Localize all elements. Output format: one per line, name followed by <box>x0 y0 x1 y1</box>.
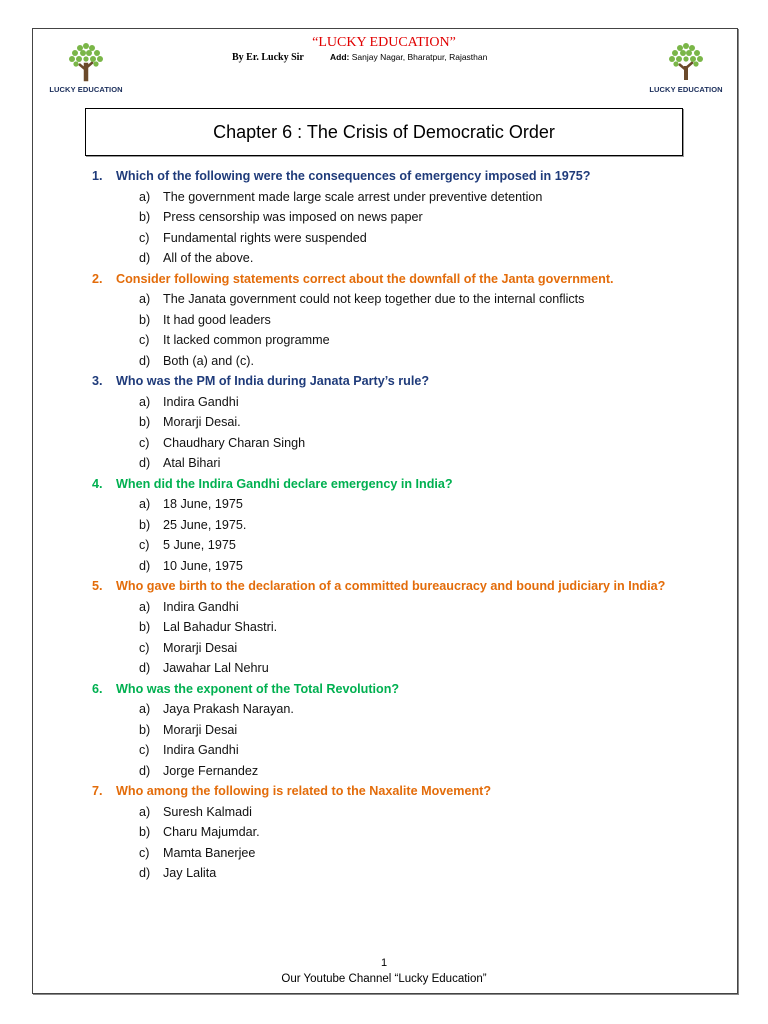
option-text: Indira Gandhi <box>163 743 239 757</box>
question-line <box>92 576 692 597</box>
question-line <box>92 371 692 392</box>
question-number: 2. <box>92 271 103 286</box>
answer-option <box>139 761 692 782</box>
question-text: Who was the exponent of the Total Revolution? <box>116 681 400 696</box>
option-text: Chaudhary Charan Singh <box>163 435 306 450</box>
question-text: Consider following statements correct about the downfall of the Janta government. <box>116 271 614 286</box>
option-letter: c) <box>139 435 150 450</box>
answer-option <box>139 515 692 536</box>
option-letter: d) <box>139 251 151 265</box>
option-text: Atal Bihari <box>163 456 221 470</box>
question-text: Who was the PM of India during Janata Party’s rule? <box>116 374 430 388</box>
option-text: 10 June, 1975 <box>163 558 243 573</box>
chapter-title: Chapter 6 : The Crisis of Democratic Order <box>213 121 555 142</box>
option-letter: b) <box>139 415 151 429</box>
answer-option <box>139 248 692 269</box>
answer-option <box>139 597 692 618</box>
question-item <box>92 371 692 474</box>
option-text: It lacked common programme <box>163 333 330 347</box>
answer-option <box>139 822 692 843</box>
option-text: Morarji Desai. <box>163 415 241 429</box>
option-text: Mamta Banerjee <box>163 845 256 860</box>
answer-option <box>139 638 692 659</box>
option-letter: b) <box>139 620 151 634</box>
address <box>330 52 487 62</box>
option-letter: c) <box>139 333 150 347</box>
option-letter: d) <box>139 558 151 573</box>
option-text: Jaya Prakash Narayan. <box>163 702 294 716</box>
answer-option <box>139 740 692 761</box>
option-letter: a) <box>139 189 151 204</box>
option-text: Indira Gandhi <box>163 394 239 409</box>
answer-option <box>139 187 692 208</box>
address-value: Sanjay Nagar, Bharatpur, Rajasthan <box>351 52 488 62</box>
answer-option <box>139 310 692 331</box>
option-letter: d) <box>139 456 151 470</box>
page-number: 1 <box>380 957 388 969</box>
answer-option <box>139 228 692 249</box>
answer-option <box>139 617 692 638</box>
option-text: Jay Lalita <box>163 866 217 880</box>
option-list <box>92 494 692 576</box>
question-text: Which of the following were the consequences of emergency imposed in 1975? <box>116 169 591 183</box>
option-text: 25 June, 1975. <box>163 517 247 532</box>
question-item <box>92 781 692 884</box>
answer-option <box>139 863 692 884</box>
option-letter: b) <box>139 312 151 327</box>
question-line <box>92 166 692 187</box>
question-number: 1. <box>92 169 103 183</box>
option-text: 18 June, 1975 <box>163 497 243 511</box>
question-item <box>92 166 692 269</box>
answer-option <box>139 535 692 556</box>
logo-left-label: LUCKY EDUCATION <box>49 85 123 94</box>
answer-option <box>139 330 692 351</box>
option-text: Morarji Desai <box>163 722 238 737</box>
logo-left <box>46 40 126 100</box>
question-text: When did the Indira Gandhi declare emergency in India? <box>116 476 453 491</box>
question-number: 7. <box>92 784 103 798</box>
answer-option <box>139 207 692 228</box>
option-text: Press censorship was imposed on news paper <box>163 210 423 224</box>
question-item <box>92 269 692 372</box>
option-letter: b) <box>139 517 151 532</box>
option-list <box>92 289 692 371</box>
answer-option <box>139 720 692 741</box>
option-text: Both (a) and (c). <box>163 353 254 368</box>
logo-right <box>646 40 726 100</box>
option-text: The government made large scale arrest under preventive detention <box>163 189 543 204</box>
question-number: 4. <box>92 476 103 491</box>
option-text: 5 June, 1975 <box>163 538 236 552</box>
question-text: Who among the following is related to the Naxalite Movement? <box>116 784 492 798</box>
option-letter: a) <box>139 804 151 819</box>
question-line <box>92 269 692 290</box>
question-item <box>92 474 692 577</box>
option-letter: d) <box>139 866 151 880</box>
option-list <box>92 802 692 884</box>
chapter-title-box <box>85 108 683 156</box>
option-letter: b) <box>139 722 151 737</box>
option-text: Lal Bahadur Shastri. <box>163 620 278 634</box>
logo-right-label: LUCKY EDUCATION <box>649 85 723 94</box>
question-number: 3. <box>92 374 103 388</box>
footer-channel: Our Youtube Channel “Lucky Education” <box>281 973 487 985</box>
question-number: 6. <box>92 681 103 696</box>
option-text: Charu Majumdar. <box>163 825 260 839</box>
option-letter: d) <box>139 763 151 778</box>
option-letter: d) <box>139 661 151 675</box>
answer-option <box>139 289 692 310</box>
answer-option <box>139 699 692 720</box>
question-list <box>92 166 692 884</box>
option-list <box>92 392 692 474</box>
brand-title: “LUCKY EDUCATION” <box>312 35 456 50</box>
answer-option <box>139 412 692 433</box>
answer-option <box>139 494 692 515</box>
option-text: The Janata government could not keep together due to the internal conflicts <box>163 292 585 306</box>
option-letter: c) <box>139 538 150 552</box>
question-line <box>92 474 692 495</box>
option-list <box>92 699 692 781</box>
option-text: Indira Gandhi <box>163 599 239 614</box>
option-text: Jorge Fernandez <box>163 763 259 778</box>
option-list <box>92 597 692 679</box>
option-list <box>92 187 692 269</box>
option-letter: c) <box>139 743 150 757</box>
author-byline: By Er. Lucky Sir <box>232 52 304 63</box>
tree-icon <box>64 40 108 84</box>
tree-icon <box>664 40 708 84</box>
option-letter: a) <box>139 292 151 306</box>
option-text: Suresh Kalmadi <box>163 804 252 819</box>
answer-option <box>139 392 692 413</box>
option-letter: a) <box>139 702 151 716</box>
answer-option <box>139 843 692 864</box>
page-header <box>0 30 768 110</box>
answer-option <box>139 351 692 372</box>
answer-option <box>139 433 692 454</box>
option-letter: c) <box>139 640 150 655</box>
answer-option <box>139 658 692 679</box>
question-number: 5. <box>92 579 103 593</box>
option-letter: a) <box>139 497 151 511</box>
option-text: Morarji Desai <box>163 640 238 655</box>
answer-option <box>139 556 692 577</box>
option-letter: c) <box>139 845 150 860</box>
question-line <box>92 781 692 802</box>
option-text: Fundamental rights were suspended <box>163 230 367 245</box>
option-text: Jawahar Lal Nehru <box>163 661 269 675</box>
option-letter: a) <box>139 394 151 409</box>
question-item <box>92 679 692 782</box>
address-label: Add: <box>330 52 350 62</box>
option-text: It had good leaders <box>163 312 271 327</box>
option-letter: b) <box>139 825 151 839</box>
question-item <box>92 576 692 679</box>
option-letter: b) <box>139 210 151 224</box>
option-text: All of the above. <box>163 251 254 265</box>
option-letter: d) <box>139 353 151 368</box>
option-letter: c) <box>139 230 150 245</box>
question-line <box>92 679 692 700</box>
question-text: Who gave birth to the declaration of a committed bureaucracy and bound judiciary in India? <box>116 579 666 593</box>
answer-option <box>139 453 692 474</box>
answer-option <box>139 802 692 823</box>
option-letter: a) <box>139 599 151 614</box>
